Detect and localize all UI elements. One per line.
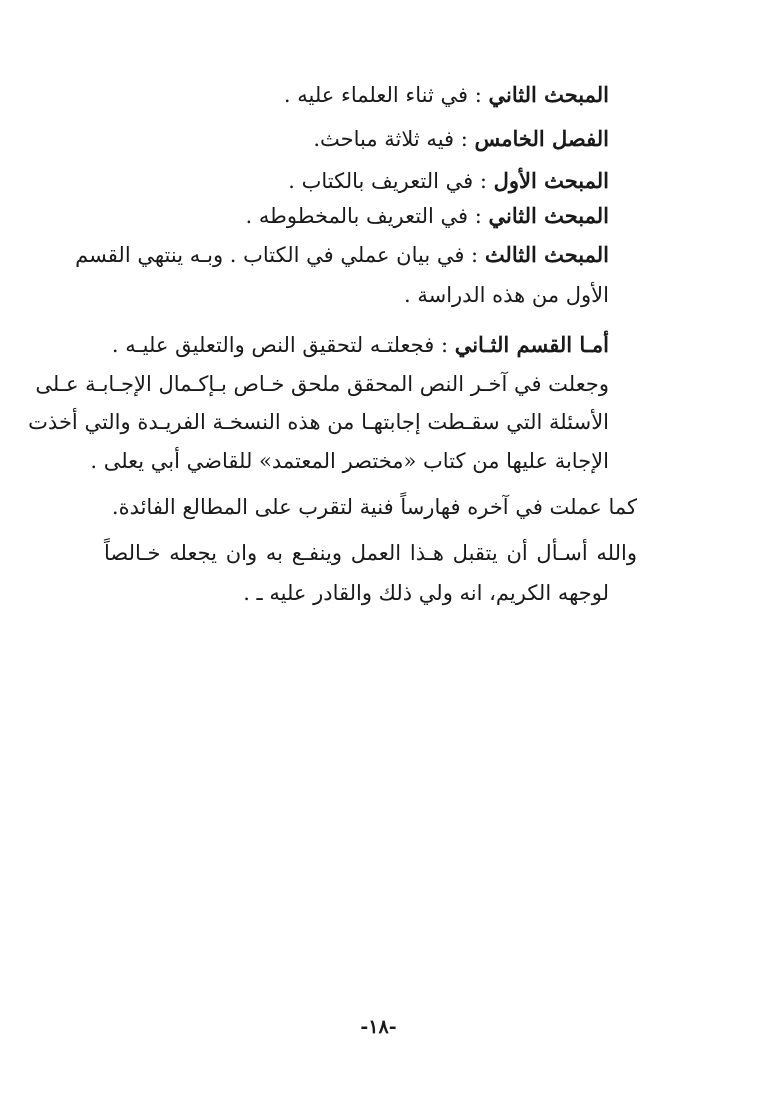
line-text: كما عملت في آخره فهارساً فنية لتقرب على المطالع الفائدة. <box>111 495 637 519</box>
line-text: لوجهه الكريم، انه ولي ذلك والقادر عليه ـ . <box>243 581 609 605</box>
text-line-11 <box>112 492 637 522</box>
text-line-1 <box>284 80 609 110</box>
text-line-7 <box>112 330 609 360</box>
line-text: : في التعريف بالمخطوطه . <box>245 204 489 228</box>
text-line-12 <box>104 538 637 568</box>
text-line-5 <box>75 240 609 270</box>
text-line-4 <box>246 201 609 231</box>
line-heading: المبحث الثاني <box>488 203 609 228</box>
line-text: وجعلت في آخـر النص المحقق ملحق خـاص بـإكـمال الإجـابـة عـلى <box>35 372 609 396</box>
text-line-9 <box>28 407 609 437</box>
line-text: الأسئلة التي سقـطت إجابتهـا من هذه النسخـة الفريـدة والتي أخذت <box>28 410 609 434</box>
line-heading: أمـا القسم الثـاني <box>454 332 609 357</box>
text-line-6 <box>404 280 609 310</box>
text-line-3 <box>288 166 609 196</box>
text-line-8 <box>35 369 609 399</box>
line-heading: المبحث الثاني <box>488 82 609 107</box>
line-text: : فيه ثلاثة مباحث. <box>313 127 475 151</box>
line-heading: المبحث الثالث <box>484 242 609 267</box>
line-heading: المبحث الأول <box>493 168 609 193</box>
line-heading: الفصل الخامس <box>474 126 609 151</box>
page-number: -١٨- <box>360 1016 397 1038</box>
line-text: : في ثناء العلماء عليه . <box>283 83 489 107</box>
text-line-13 <box>243 578 609 608</box>
text-line-2 <box>313 124 609 154</box>
line-text: والله أسـأل أن يتقبل هـذا العمل وينفـع به وان يجعله خـالصاً <box>104 541 637 565</box>
text-line-10 <box>90 446 609 476</box>
line-text: : في بيان عملي في الكتاب . وبـه ينتهي القسم <box>75 243 485 267</box>
line-text: : في التعريف بالكتاب . <box>288 169 494 193</box>
line-text: : فجعلتـه لتحقيق النص والتعليق عليـه . <box>111 333 455 357</box>
line-text: الإجابة عليها من كتاب «مختصر المعتمد» للقاضي أبي يعلى . <box>90 449 609 473</box>
line-text: الأول من هذه الدراسة . <box>403 283 609 307</box>
